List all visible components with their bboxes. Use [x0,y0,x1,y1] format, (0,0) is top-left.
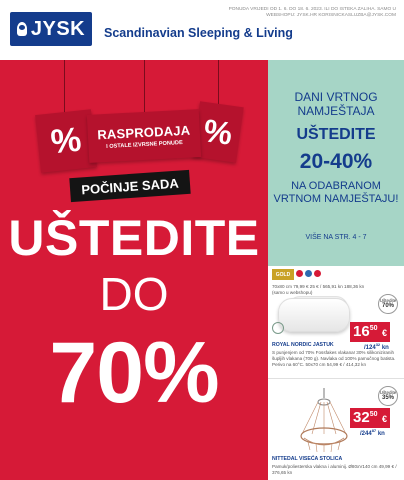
product-description: Pamuk/poliesterska vlakna i aluminij. Ø80xV140 cm 49,99 € / 376,65 kn [272,464,397,475]
price-kuna: $/244^{87}$ kn [360,428,385,437]
headline-up-to: DO [99,268,169,320]
gold-badge: GOLD [272,269,294,280]
bird-icon [17,22,27,36]
product-column [268,266,404,480]
pillow-size-price: 70x80 cm 79,99 € 25 € / 565,91 kn 188,36 kn (samo u webshopu) [272,284,365,295]
flag-icon [305,270,312,277]
sale-panel [0,60,268,480]
header [0,0,404,60]
garden-promo[interactable] [268,60,404,266]
headline-save: UŠTEDITE [8,210,260,266]
garden-promo-save: UŠTEDITE [296,126,376,143]
percent-sign-left: % [35,109,97,173]
sale-sign [87,109,201,163]
garden-promo-pages: VIŠE NA STR. 4 - 7 [305,234,367,241]
discount-badge: Uštedite 35% [378,386,398,406]
percent-sign-right: % [192,101,243,163]
validity-note: PONUDA VRIJEDI OD 1. 6. DO 18. 6. 2023. ILI DO ISTEKA ZALIHA. SAMO U WEBSHOPU: JYSK.HR KORISNICKASLUZBA@JYSK.COM [228,7,396,18]
jysk-logo[interactable] [10,12,92,46]
certification-icons [296,270,321,277]
flag-icon [314,270,321,277]
product-title: NITTEDAL VISEĆA STOLICA [272,456,343,462]
discount-badge: Uštedite 70% [378,294,398,314]
headline-percent: 70% [49,325,219,421]
price-tag: $16^{50}$ € [350,322,390,342]
product-title: ROYAL NORDIC JASTUK [272,342,334,348]
logo-text: JYSK [30,17,86,40]
flag-icon [296,270,303,277]
price-kuna: $/124^{32}$ kn [364,342,389,351]
garden-promo-percent: 20-40% [299,150,373,173]
price-tag: $32^{50}$ € [350,408,390,428]
eco-label-icon [272,322,284,334]
sale-sign-subtitle: I OSTALE IZVRSNE PONUDE [105,139,183,150]
garden-promo-title: DANI VRTNOG NAMJEŠTAJA [294,90,378,118]
hanging-chair-image [298,388,350,452]
sale-sign-title: RASPRODAJA [96,122,191,142]
tagline: Scandinavian Sleeping & Living [104,26,293,40]
hanging-string [144,60,145,112]
pillow-image [278,298,350,332]
hanging-string [64,60,65,114]
divider [268,378,404,379]
product-description: S punjenjem od 70% Fossfakes vlakana! 30% silikoniziranih šuplјih vlakana (700 g). Navlaka od 100% pamučnog batista. Perivo na 60°C. 50x70 cm 54,99 € / 414,32 kn [272,350,396,367]
start-now-label: POČINJE SADA [69,170,190,202]
hanging-string [218,60,219,106]
garden-promo-text: NA ODABRANOM VRTNOM NAMJEŠTAJU! [273,180,399,205]
